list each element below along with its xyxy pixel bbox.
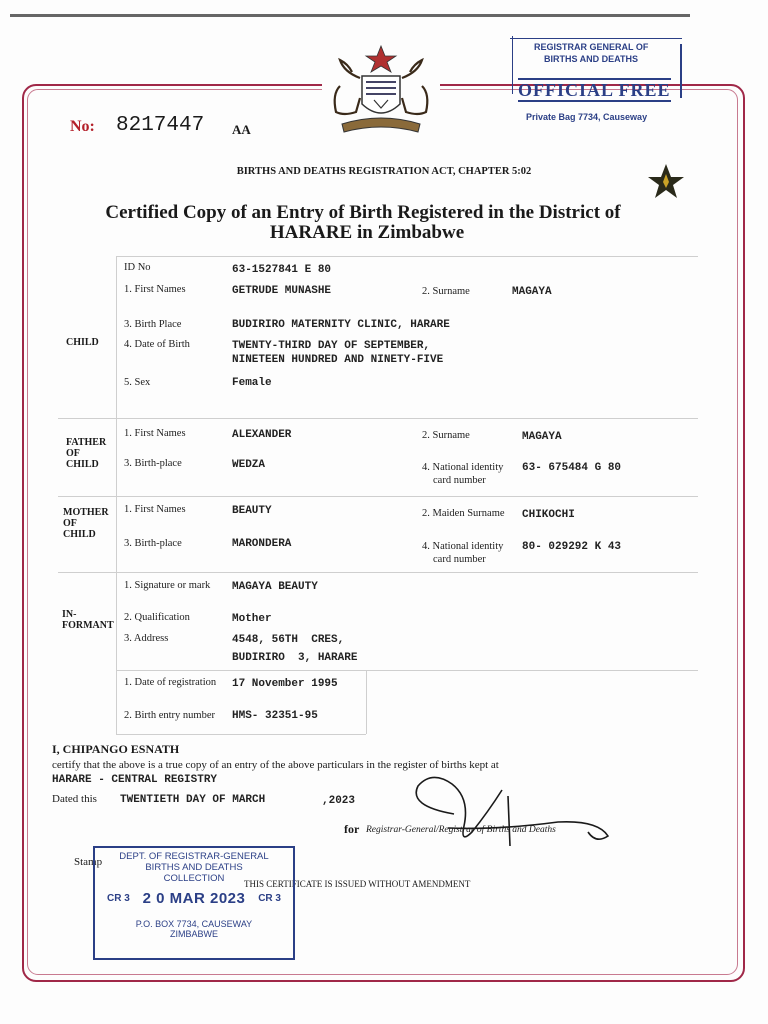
child-id-label: ID No xyxy=(124,262,151,273)
father-nid: 63- 675484 G 80 xyxy=(522,462,622,474)
mother-first-names-label: 1. First Names xyxy=(124,504,186,515)
date-stamp-line-4: P.O. BOX 7734, CAUSEWAY xyxy=(135,919,253,929)
father-first-names-label: 1. First Names xyxy=(124,428,186,439)
registration-box-bottom xyxy=(116,734,366,735)
birth-entry-label: 2. Birth entry number xyxy=(124,710,215,721)
stamp-line-1: REGISTRAR GENERAL OF xyxy=(534,42,649,52)
father-section-label: FATHER OF CHILD xyxy=(66,437,107,470)
stamp-line-4: Private Bag 7734, Causeway xyxy=(526,112,648,122)
informant-section-divider xyxy=(116,670,698,671)
mother-birth-place-label: 3. Birth-place xyxy=(124,538,182,549)
child-surname: MAGAYA xyxy=(512,286,552,298)
registration-date: 17 November 1995 xyxy=(232,678,338,690)
father-section-divider xyxy=(58,496,698,497)
father-birth-place: WEDZA xyxy=(232,459,266,471)
date-stamp-line-1: DEPT. OF REGISTRAR-GENERAL xyxy=(119,851,269,862)
registrar-date-stamp xyxy=(93,846,295,960)
date-stamp-line-2: BIRTHS AND DEATHS xyxy=(145,862,243,873)
mother-nid: 80- 029292 K 43 xyxy=(522,541,622,553)
dated-label: Dated this xyxy=(52,793,97,805)
certifier-name: I, CHIPANGO ESNATH xyxy=(52,742,180,756)
birth-entry-number: HMS- 32351-95 xyxy=(232,710,318,722)
informant-address-line-1: 4548, 56TH CRES, xyxy=(232,634,345,646)
no-amendment-note: THIS CERTIFICATE IS ISSUED WITHOUT AMENDMENT xyxy=(244,879,471,889)
serial-number: 8217447 xyxy=(116,114,205,137)
scan-edge-line xyxy=(10,14,690,17)
registrar-signature xyxy=(408,766,624,858)
mother-maiden-surname: CHIKOCHI xyxy=(522,509,575,521)
mother-birth-place: MARONDERA xyxy=(232,538,292,550)
informant-address-line-2: BUDIRIRO 3, HARARE xyxy=(232,652,358,664)
dated-year: ,2023 xyxy=(322,795,356,807)
child-section-label: CHILD xyxy=(66,337,99,348)
mother-maiden-surname-label: 2. Maiden Surname xyxy=(422,508,505,519)
date-stamp-right-code: CR 3 xyxy=(258,893,281,904)
serial-label: No: xyxy=(70,118,95,135)
for-role: Registrar-General/Registrar of Births and Deaths xyxy=(366,825,556,835)
informant-qualification-label: 2. Qualification xyxy=(124,612,190,623)
date-stamp-line-5: ZIMBABWE xyxy=(169,929,218,939)
date-stamp-left-code: CR 3 xyxy=(107,893,130,904)
child-first-names-label: 1. First Names xyxy=(124,284,186,295)
child-first-names: GETRUDE MUNASHE xyxy=(232,285,332,297)
document-title-line-2: HARARE in Zimbabwe xyxy=(269,222,465,243)
stamp-label: Stamp xyxy=(74,856,103,868)
dated-value: TWENTIETH DAY OF MARCH xyxy=(120,794,266,806)
child-dob-label: 4. Date of Birth xyxy=(124,339,190,350)
mother-section-label: MOTHER OF CHILD xyxy=(63,507,109,540)
official-free-stamp xyxy=(510,34,682,134)
child-section-divider xyxy=(58,418,698,419)
informant-address-label: 3. Address xyxy=(124,633,169,644)
act-title: BIRTHS AND DEATHS REGISTRATION ACT, CHAPTER 5:02 xyxy=(236,166,532,177)
certification-statement: certify that the above is a true copy of an entry of the above particulars in the register of births kept at xyxy=(52,759,499,771)
mother-section-divider xyxy=(58,572,698,573)
date-stamp-line-3: COLLECTION xyxy=(163,873,225,884)
child-birth-place-label: 3. Birth Place xyxy=(124,319,182,330)
child-sex-label: 5. Sex xyxy=(124,377,151,388)
mother-nid-label: 4. National identity card number xyxy=(422,541,504,565)
child-id-value: 63-1527841 E 80 xyxy=(232,264,332,276)
table-top-line xyxy=(116,256,698,257)
mother-first-names: BEAUTY xyxy=(232,505,272,517)
child-dob-line-2: NINETEEN HUNDRED AND NINETY-FIVE xyxy=(232,354,444,366)
informant-signature-label: 1. Signature or mark xyxy=(124,580,211,591)
informant-section-label: IN- FORMANT xyxy=(62,609,114,631)
document-title-line-1: Certified Copy of an Entry of Birth Registered in the District of xyxy=(105,202,621,223)
coat-of-arms-emblem xyxy=(322,42,440,138)
registry-name: HARARE - CENTRAL REGISTRY xyxy=(52,774,218,786)
serial-suffix: AA xyxy=(232,122,251,137)
informant-signature: MAGAYA BEAUTY xyxy=(232,581,318,593)
registration-date-label: 1. Date of registration xyxy=(124,677,217,688)
stamp-line-2: BIRTHS AND DEATHS xyxy=(544,54,638,64)
registration-box-right xyxy=(366,670,367,734)
informant-qualification: Mother xyxy=(232,613,272,625)
child-dob-line-1: TWENTY-THIRD DAY OF SEPTEMBER, xyxy=(232,340,431,352)
table-divider-vertical xyxy=(116,256,117,734)
child-sex: Female xyxy=(232,377,272,389)
father-first-names: ALEXANDER xyxy=(232,429,292,441)
for-label: for xyxy=(344,822,360,836)
child-birth-place: BUDIRIRO MATERNITY CLINIC, HARARE xyxy=(232,319,450,331)
father-nid-label: 4. National identity card number xyxy=(422,462,504,486)
father-birth-place-label: 3. Birth-place xyxy=(124,458,182,469)
father-surname-label: 2. Surname xyxy=(422,430,470,441)
date-stamp-date: 2 0 MAR 2023 xyxy=(142,890,246,907)
father-surname: MAGAYA xyxy=(522,431,562,443)
child-surname-label: 2. Surname xyxy=(422,286,470,297)
stamp-line-3: OFFICIAL FREE xyxy=(518,80,671,100)
